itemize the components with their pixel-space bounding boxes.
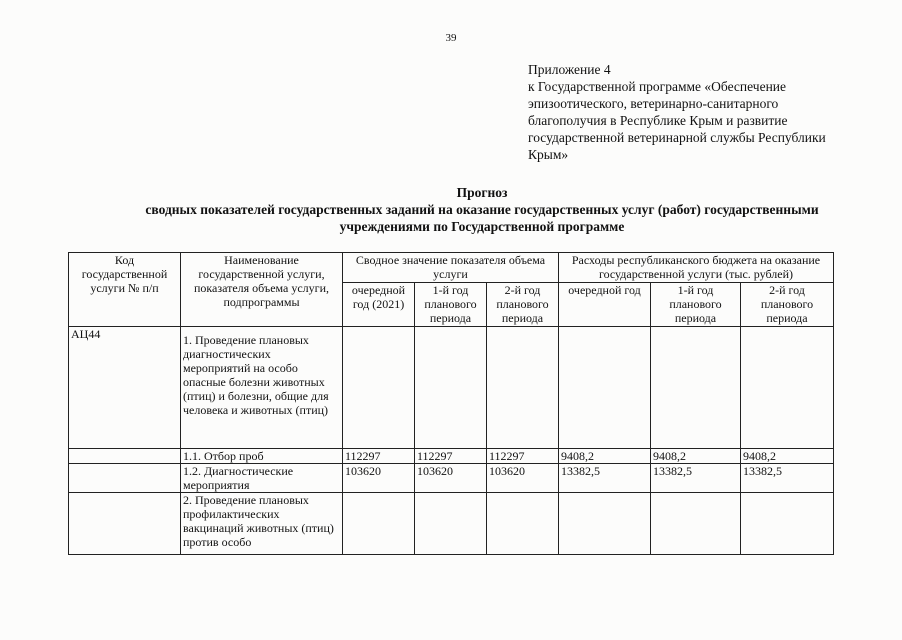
row-expense-year2: 13382,5	[741, 464, 834, 493]
table-row	[69, 464, 834, 493]
appendix-line: государственной ветеринарной службы Республики	[528, 130, 826, 145]
appendix-line: Приложение 4	[528, 62, 611, 77]
row-expense-year2	[741, 327, 834, 449]
header-expense-year0: очередной год	[559, 283, 651, 327]
row-volume-year1: 112297	[415, 449, 487, 464]
row-expense-year1: 9408,2	[651, 449, 741, 464]
table-row	[69, 327, 834, 449]
row-expense-year1: 13382,5	[651, 464, 741, 493]
row-volume-year2	[487, 493, 559, 555]
row-expense-year0	[559, 493, 651, 555]
header-volume-year0: очередной год (2021)	[343, 283, 415, 327]
row-expense-year2	[741, 493, 834, 555]
row-code	[69, 449, 181, 464]
row-expense-year0: 9408,2	[559, 449, 651, 464]
row-volume-year2: 103620	[487, 464, 559, 493]
table-row	[69, 449, 834, 464]
header-expense-year2: 2-й год планового периода	[741, 283, 834, 327]
title-line-1: Прогноз	[456, 185, 508, 200]
row-code	[69, 464, 181, 493]
header-volume-year2: 2-й год планового периода	[487, 283, 559, 327]
row-volume-year0	[343, 493, 415, 555]
header-expense-year1: 1-й год планового периода	[651, 283, 741, 327]
row-volume-year1	[415, 327, 487, 449]
forecast-table	[68, 252, 834, 555]
row-code: АЦ44	[69, 327, 181, 449]
row-volume-year2: 112297	[487, 449, 559, 464]
row-expense-year1	[651, 493, 741, 555]
row-expense-year0	[559, 327, 651, 449]
row-volume-year0: 103620	[343, 464, 415, 493]
row-name: 1.2. Диагностические мероприятия	[181, 464, 343, 493]
appendix-line: к Государственной программе «Обеспечение	[528, 79, 787, 94]
header-code: Код государственной услуги № п/п	[69, 253, 181, 327]
row-name: 1. Проведение плановых диагностических мероприятий на особо опасные болезни животных (птиц) и болезни, общие для человека и животных (птиц)	[181, 327, 343, 449]
row-volume-year2	[487, 327, 559, 449]
table-row	[69, 493, 834, 555]
row-volume-year0	[343, 327, 415, 449]
appendix-line: Крым»	[528, 147, 569, 162]
header-name: Наименование государственной услуги, показателя объема услуги, подпрограммы	[181, 253, 343, 327]
appendix-line: эпизоотического, ветеринарно-санитарного	[528, 96, 779, 111]
document-title	[60, 184, 902, 235]
row-volume-year1	[415, 493, 487, 555]
page-number: 39	[445, 32, 457, 44]
row-name: 2. Проведение плановых профилактических вакцинаций животных (птиц) против особо	[181, 493, 343, 555]
row-volume-year1: 103620	[415, 464, 487, 493]
row-expense-year1	[651, 327, 741, 449]
header-expense-group: Расходы республиканского бюджета на оказание государственной услуги (тыс. рублей)	[559, 253, 834, 283]
row-expense-year2: 9408,2	[741, 449, 834, 464]
appendix-line: благополучия в Республике Крым и развитие	[528, 113, 788, 128]
title-line-2: сводных показателей государственных заданий на оказание государственных услуг (работ) государственными	[145, 202, 819, 217]
appendix-note	[528, 61, 878, 163]
row-expense-year0: 13382,5	[559, 464, 651, 493]
header-volume-group: Сводное значение показателя объема услуги	[343, 253, 559, 283]
row-name: 1.1. Отбор проб	[181, 449, 343, 464]
header-volume-year1: 1-й год планового периода	[415, 283, 487, 327]
title-line-3: учреждениями по Государственной программе	[339, 219, 625, 234]
row-volume-year0: 112297	[343, 449, 415, 464]
row-code	[69, 493, 181, 555]
